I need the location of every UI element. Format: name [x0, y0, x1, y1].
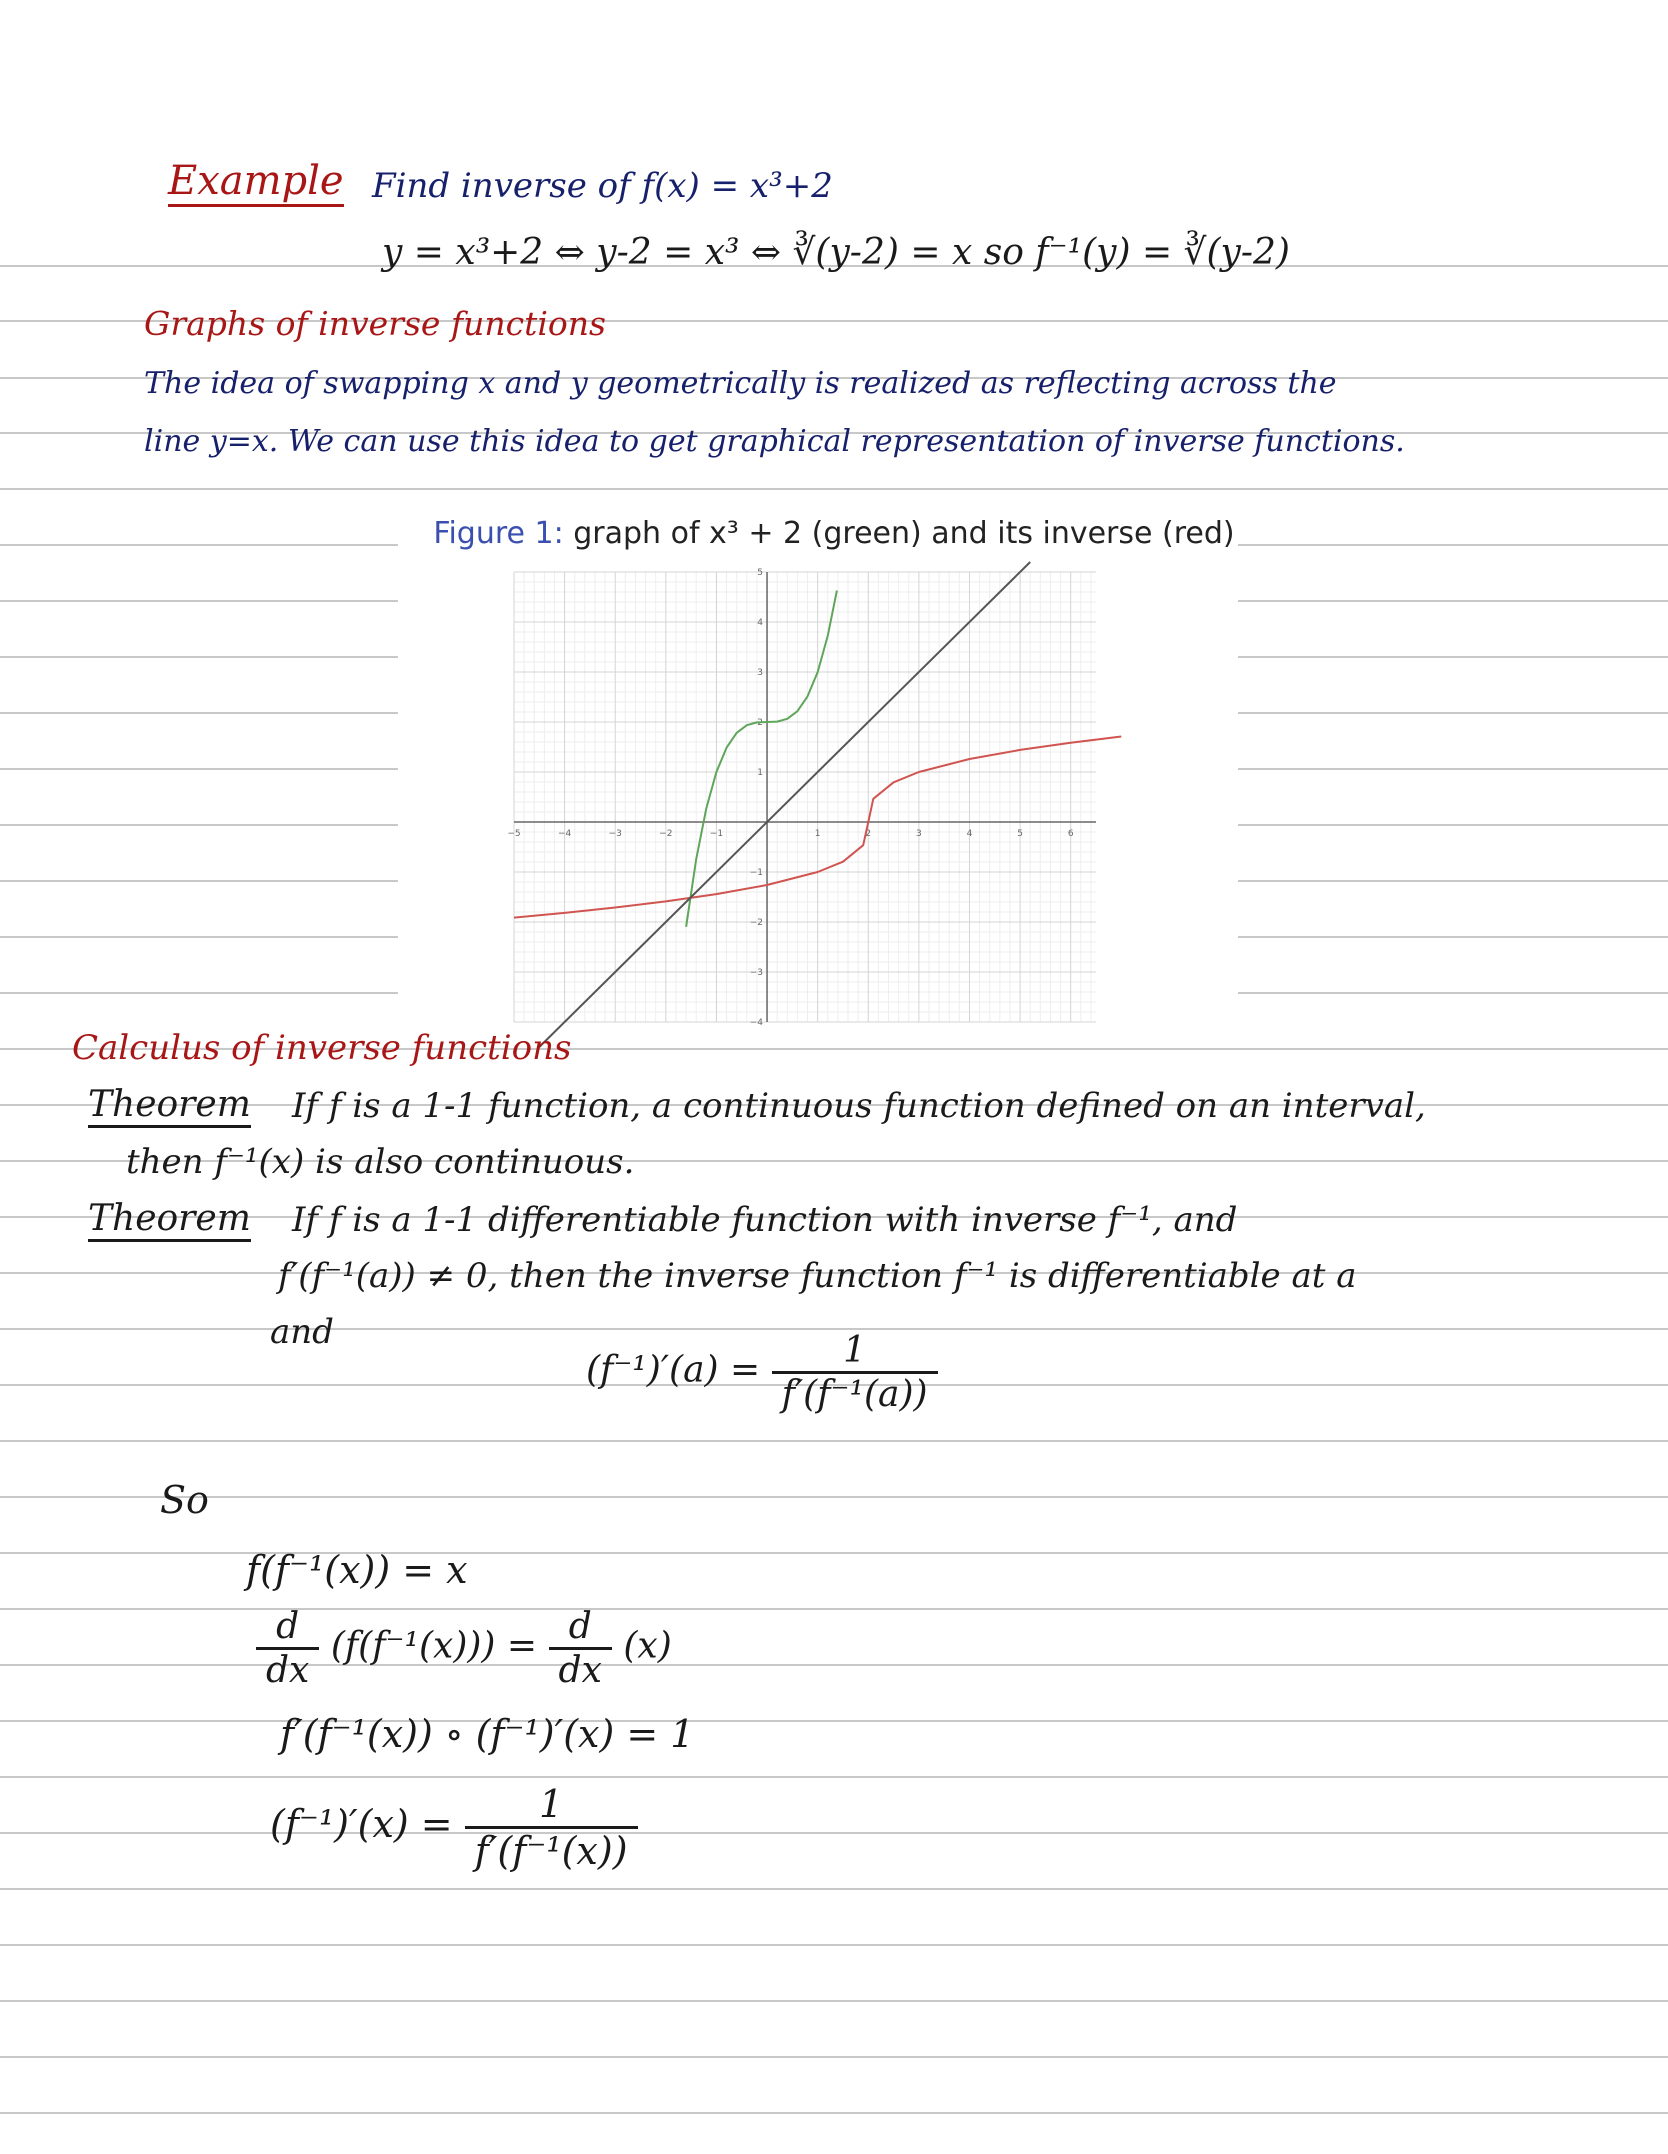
ruled-line [0, 1440, 1668, 1442]
ruled-line [0, 1888, 1668, 1890]
d-dx-right-denominator: dx [558, 1650, 602, 1691]
proof-so: So [160, 1478, 209, 1522]
theorem-2-label: Theorem [88, 1198, 251, 1242]
ruled-line [1238, 824, 1668, 826]
x-tick-label: −5 [507, 829, 521, 839]
figure-caption [0, 516, 1668, 551]
x-tick-label: −1 [709, 829, 724, 839]
x-tick-label: −3 [608, 829, 622, 839]
ruled-line [0, 768, 398, 770]
theorem-2-and: and [270, 1312, 334, 1352]
d-dx-left-numerator: d [256, 1606, 319, 1650]
formula-lhs: (f⁻¹)′(a) = [586, 1349, 761, 1391]
minor-gridlines [514, 572, 1096, 1022]
theorem-1-line-2: then f⁻¹(x) is also continuous. [126, 1142, 635, 1182]
theorem-1-label: Theorem [88, 1084, 251, 1128]
x-tick-label: −2 [659, 829, 673, 839]
example-derivation: y = x³+2 ⇔ y-2 = x³ ⇔ ∛(y-2) = x so f⁻¹(y) = ∛(y-2) [382, 232, 1290, 273]
theorem-1-line-1: If f is a 1-1 function, a continuous function defined on an interval, [292, 1086, 1426, 1126]
ruled-line [0, 1720, 1668, 1722]
graphs-heading: Graphs of inverse functions [144, 304, 606, 343]
ruled-line [0, 656, 398, 658]
calculus-heading: Calculus of inverse functions [72, 1028, 572, 1068]
ruled-line [0, 1944, 1668, 1946]
proof-step-2-middle: (f(f⁻¹(x))) = [330, 1625, 538, 1667]
proof-step-4 [270, 1782, 638, 1873]
figure-label: Figure 1: [433, 516, 564, 551]
inverse-derivative-formula [586, 1330, 938, 1415]
x-tick-label: 4 [966, 829, 973, 839]
x-tick-label: 1 [814, 829, 821, 839]
proof-step-2 [256, 1606, 672, 1691]
x-tick-label: 5 [1017, 829, 1023, 839]
y-tick-label: 3 [757, 668, 764, 678]
d-dx-right [549, 1606, 612, 1691]
proof-step-2-right: (x) [623, 1625, 672, 1667]
ruled-line [0, 880, 398, 882]
y-tick-label: 2 [757, 718, 764, 728]
x-tick-label: 6 [1067, 829, 1074, 839]
proof-step-3: f′(f⁻¹(x)) ∘ (f⁻¹)′(x) = 1 [280, 1712, 695, 1756]
y-tick-label: 4 [757, 618, 764, 628]
proof-step-4-denominator: f′(f⁻¹(x)) [474, 1829, 628, 1873]
major-gridlines [514, 572, 1096, 1022]
ruled-line [0, 1776, 1668, 1778]
theorem-2-line-1: If f is a 1-1 differentiable function with inverse f⁻¹, and [292, 1200, 1238, 1240]
ruled-line [1238, 768, 1668, 770]
proof-step-4-fraction [465, 1782, 638, 1873]
ruled-line [0, 488, 1668, 490]
y-tick-label: −4 [749, 1018, 764, 1028]
x-tick-label: 2 [865, 829, 872, 839]
ruled-line [0, 936, 398, 938]
ruled-line [1238, 992, 1668, 994]
y-tick-label: −1 [749, 868, 764, 878]
proof-step-4-numerator: 1 [465, 1782, 638, 1829]
figure-text: graph of x³ + 2 (green) and its inverse (red) [573, 516, 1235, 551]
graphs-text-line-2: line y=x. We can use this idea to get graphical representation of inverse functions. [144, 424, 1405, 459]
ruled-line [0, 992, 398, 994]
formula-numerator: 1 [772, 1330, 938, 1374]
ruled-line [0, 1832, 1668, 1834]
ruled-line [1238, 600, 1668, 602]
d-dx-left [256, 1606, 319, 1691]
ruled-line [0, 600, 398, 602]
proof-step-1: f(f⁻¹(x)) = x [246, 1548, 468, 1592]
ruled-line [1238, 880, 1668, 882]
axes [514, 572, 1096, 1022]
ruled-line [0, 712, 398, 714]
graph-svg [507, 568, 1096, 1028]
formula-denominator: f′(f⁻¹(a)) [781, 1374, 928, 1415]
ruled-line [0, 1608, 1668, 1610]
ruled-line [0, 824, 398, 826]
y-tick-label: 5 [757, 568, 764, 578]
theorem-2-line-2: f′(f⁻¹(a)) ≠ 0, then the inverse function f⁻¹ is differentiable at a [278, 1256, 1357, 1296]
ruled-line [0, 2000, 1668, 2002]
d-dx-left-denominator: dx [266, 1650, 310, 1691]
example-heading: Example [168, 158, 344, 207]
ruled-line [1238, 936, 1668, 938]
series-line-2 [539, 562, 1030, 1047]
y-tick-label: −2 [749, 918, 764, 928]
inverse-function-graph [507, 568, 1096, 1028]
y-tick-label: −3 [749, 968, 764, 978]
formula-fraction [772, 1330, 938, 1415]
ruled-line [0, 2056, 1668, 2058]
graphs-text-line-1: The idea of swapping x and y geometrically is realized as reflecting across the [144, 366, 1337, 401]
ruled-line [1238, 656, 1668, 658]
example-prompt: Find inverse of f(x) = x³+2 [372, 166, 833, 206]
y-tick-label: 1 [757, 768, 764, 778]
ruled-line [1238, 712, 1668, 714]
ruled-line [0, 1496, 1668, 1498]
proof-step-4-lhs: (f⁻¹)′(x) = [270, 1802, 453, 1846]
ruled-line [0, 1664, 1668, 1666]
ruled-line [0, 2112, 1668, 2114]
d-dx-right-numerator: d [549, 1606, 612, 1650]
x-tick-label: 3 [916, 829, 922, 839]
x-tick-label: −4 [557, 829, 572, 839]
